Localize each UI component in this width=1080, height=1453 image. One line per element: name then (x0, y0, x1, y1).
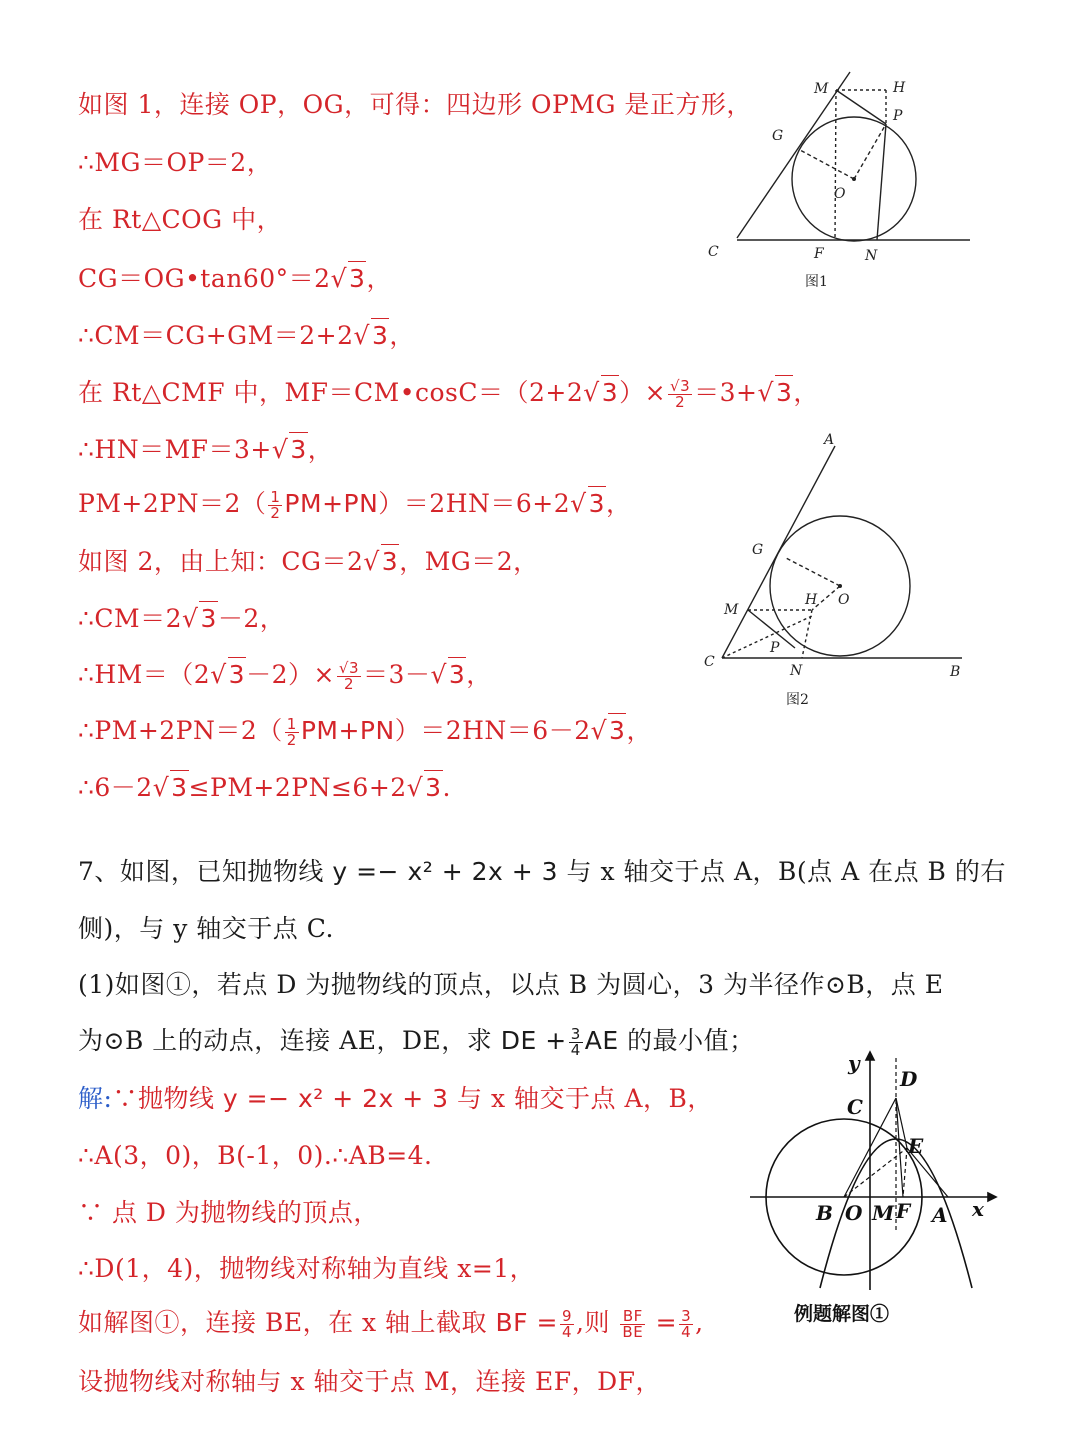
fig2-label-g: G (752, 542, 764, 558)
fig3-label-y: y (848, 1051, 860, 1075)
sol-line-13: ∴6－2√3≤PM+2PN≤6+2√3. (78, 770, 451, 805)
fig1-line-og (800, 150, 854, 179)
sol-line-3: 在 Rt△COG 中， (78, 205, 283, 234)
fig2-label-n: N (790, 663, 803, 679)
fig3-label-a: A (932, 1203, 948, 1227)
fig2-line-og (786, 558, 840, 586)
frac-root3-over-2: $\frac{√3}{2}$ (670, 377, 691, 411)
sol-line-12: ∴PM+2PN＝2（ $\frac{1}{2}$ PM+PN）＝2HN＝6－2√3， (78, 715, 652, 749)
fig3-label-b: B (816, 1201, 833, 1225)
fig3-label-c: C (847, 1095, 863, 1119)
figure-1 (690, 60, 990, 300)
problem7-part1-line-2: 为⊙B 上的动点，连接 AE，DE，求 DE + $\frac{3}{4}$ AE 的最小值； (78, 1025, 755, 1059)
fig2-label-h: H (805, 592, 818, 608)
problem7-line-2: 侧)，与 y 轴交于点 C. (78, 914, 334, 943)
fig3-line-ef (903, 1148, 907, 1197)
fig3-label-f: F (896, 1199, 911, 1223)
problem7-part1-line-1: (1)如图①，若点 D 为抛物线的顶点，以点 B 为圆心，3 为半径作⊙B，点 E (78, 970, 944, 999)
fig2-label-c: C (704, 654, 715, 670)
sol-line-6: 在 Rt△CMF 中，MF＝CM•cosC＝（2+2√3）× $\frac{√3}{2}$ ＝3+√3， (78, 377, 819, 411)
sol7-line-5: 如解图①，连接 BE，在 x 轴上截取 BF = $\frac{9}{4}$ ,则 $\frac{BF}{BE}$ = $\frac{3}{4}$ , (78, 1307, 704, 1341)
fig2-line-cp (722, 616, 812, 658)
fig3-y-arrow (866, 1052, 874, 1060)
fig2-label-o: O (838, 592, 850, 608)
fig2-label-b: B (950, 664, 961, 680)
fig3-label-x: x (972, 1197, 984, 1221)
fig2-center-dot (838, 584, 842, 588)
fig3-label-o: O (845, 1201, 863, 1225)
solution-label: 解: (78, 1084, 113, 1113)
fig1-label-p: P (893, 108, 903, 124)
fig3-line-be (844, 1148, 907, 1197)
fig3-label-e: E (908, 1134, 924, 1158)
fig1-line-mf (835, 90, 836, 240)
sol-line-10: ∴CM＝2√3－2， (78, 601, 285, 636)
fig1-tangent-line-cm (737, 72, 850, 238)
sol7-line-2: ∴A(3，0)，B(-1，0).∴AB=4. (78, 1141, 433, 1170)
fig1-caption: 图1 (805, 274, 828, 290)
figure-3 (750, 1050, 1000, 1340)
fig1-label-f: F (814, 246, 824, 262)
fig3-caption: 例题解图① (794, 1303, 890, 1325)
fig2-label-a: A (824, 432, 835, 448)
fig1-label-h: H (893, 80, 906, 96)
fig1-label-o: O (834, 186, 846, 202)
fig1-center-dot (852, 177, 856, 181)
sol-line-11: ∴HM＝（2√3－2）× $\frac{√3}{2}$ ＝3－√3， (78, 659, 492, 693)
fig1-label-m: M (814, 81, 829, 97)
fig3-label-d: D (900, 1067, 918, 1091)
sol-line-9: 如图 2，由上知：CG＝2√3，MG＝2， (78, 544, 539, 579)
fig3-x-arrow (988, 1193, 996, 1201)
fig1-label-c: C (708, 244, 719, 260)
sol-line-5: ∴CM＝CG+GM＝2+2√3， (78, 318, 415, 353)
fig2-label-p: P (770, 640, 780, 656)
sol7-line-3: ∵ 点 D 为抛物线的顶点， (78, 1198, 379, 1227)
sol-line-4: CG＝OG•tan60°＝2√3， (78, 261, 392, 296)
figure-2 (700, 428, 980, 718)
fig2-label-m: M (724, 602, 739, 618)
sol-line-8: PM+2PN＝2（ $\frac{1}{2}$ PM+PN）＝2HN＝6+2√3， (78, 488, 632, 522)
sol7-line-6: 设抛物线对称轴与 x 轴交于点 M，连接 EF，DF， (78, 1367, 661, 1396)
sol-line-2: ∴MG＝OP＝2， (78, 148, 273, 177)
fig1-line-op (854, 124, 886, 179)
sol7-line-1: 解:∵抛物线 y =− x² + 2x + 3 与 x 轴交于点 A，B， (78, 1084, 713, 1113)
sol-line-7: ∴HN＝MF＝3+√3， (78, 432, 333, 467)
fig1-line-mp (836, 90, 886, 124)
fig2-caption: 图2 (786, 692, 809, 708)
problem7-line-1: 7、如图，已知抛物线 y =− x² + 2x + 3 与 x 轴交于点 A，B(点 A 在点 B 的右 (78, 857, 1006, 886)
fig3-label-m: M (872, 1201, 895, 1225)
fig1-line-pn (877, 124, 886, 240)
sol7-line-4: ∴D(1，4)，抛物线对称轴为直线 x=1， (78, 1254, 536, 1283)
fig1-label-g: G (772, 128, 784, 144)
fig2-line-hn (802, 610, 812, 658)
sol-line-1: 如图 1，连接 OP，OG，可得：四边形 OPMG 是正方形， (78, 90, 752, 119)
fig1-label-n: N (865, 248, 878, 264)
